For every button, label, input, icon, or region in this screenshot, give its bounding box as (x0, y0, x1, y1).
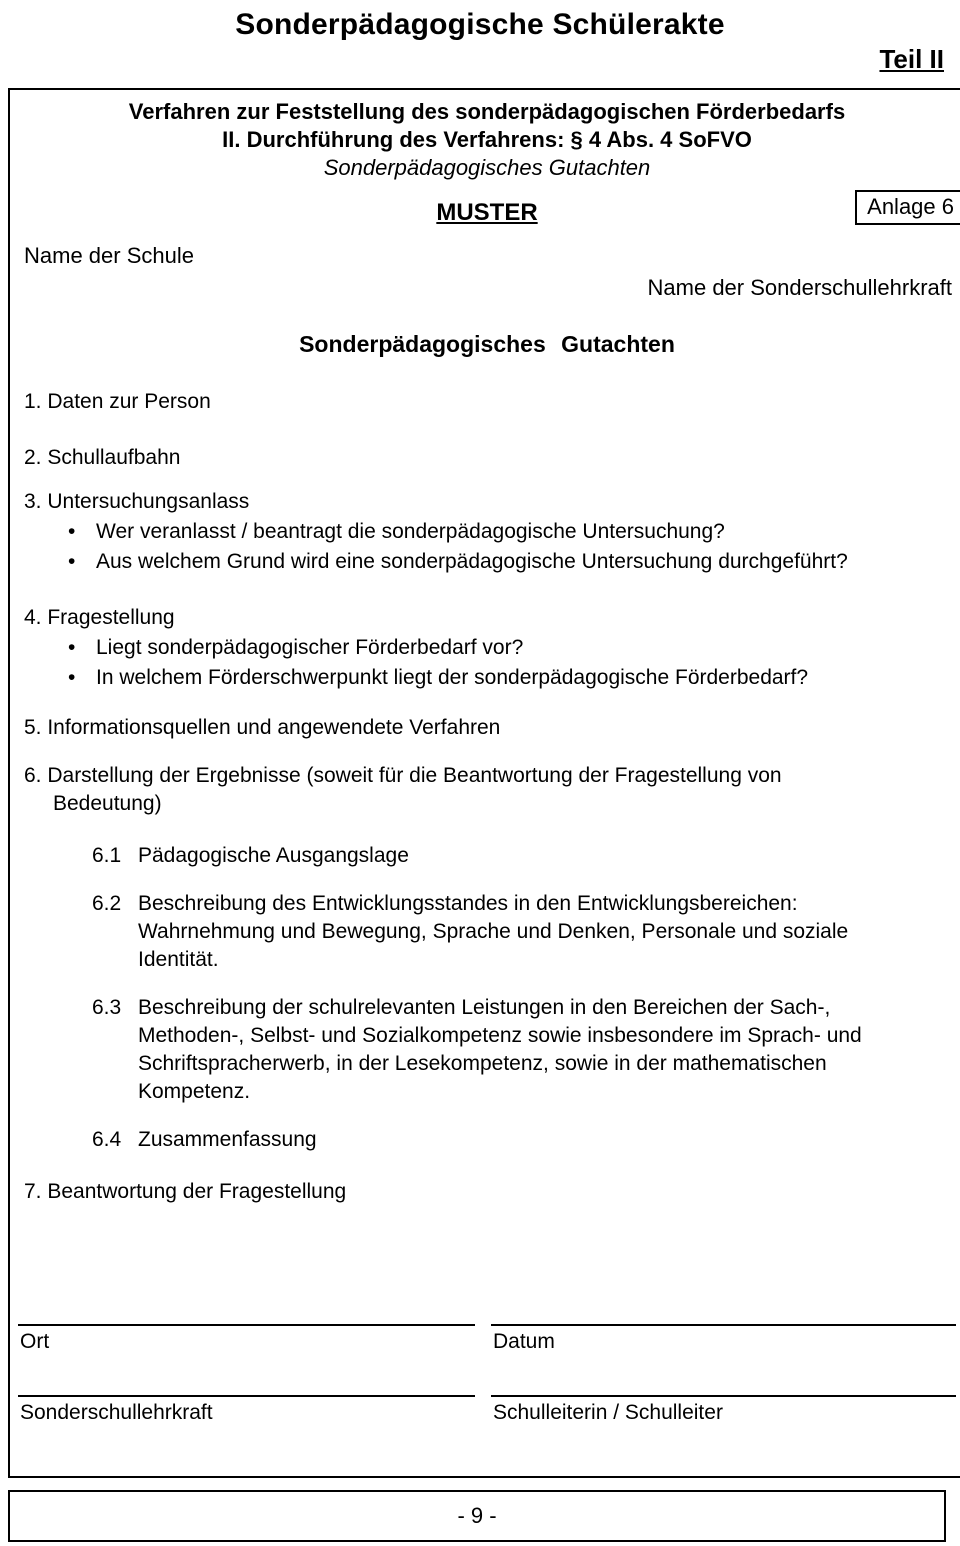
section-fragestellung (24, 604, 946, 692)
signature-label-datum: Datum (493, 1330, 555, 1353)
muster-label (18, 198, 956, 228)
section-title: 1. Daten zur Person (24, 390, 211, 413)
section-daten-zur-person (24, 388, 946, 416)
section-title: 4. Fragestellung (24, 606, 175, 629)
signature-row-location-date (18, 1324, 956, 1354)
bullet-icon (68, 518, 96, 546)
bullet-text: Liegt sonderpädagogischer Förderbedarf vor? (96, 636, 524, 659)
procedure-title-line1: Verfahren zur Feststellung des sonderpädagogischen Förderbedarfs (128, 99, 846, 124)
part-label-text: Teil II (879, 44, 944, 74)
report-title: Sonderpädagogisches Gutachten (299, 331, 675, 357)
signature-label-schulleitung: Schulleiterin / Schulleiter (493, 1401, 723, 1424)
bullet-icon (68, 634, 96, 662)
form-box (8, 88, 960, 1478)
bullet-icon (68, 664, 96, 692)
bullet-item (68, 634, 946, 662)
section-title: 6. Darstellung der Ergebnisse (soweit für die Beantwortung der Fragestellung von Bedeutung) (24, 764, 782, 815)
subsection-entwicklungsstand (92, 890, 946, 974)
procedure-title-line2: II. Durchführung des Verfahrens: § 4 Abs. 4 SoFVO (222, 127, 752, 152)
section-informationsquellen (24, 714, 946, 742)
subsection-number: 6.2 (92, 892, 122, 915)
section-untersuchungsanlass (24, 488, 946, 576)
bullet-icon (68, 548, 96, 576)
bullet-item (68, 548, 946, 576)
subsection-text: Pädagogische Ausgangslage (138, 844, 409, 867)
bullet-text: Aus welchem Grund wird eine sonderpädagogische Untersuchung durchgeführt? (96, 550, 848, 573)
section-beantwortung (24, 1178, 946, 1206)
part-label (0, 44, 960, 75)
teacher-name-label: Name der Sonderschullehrkraft (647, 275, 952, 300)
procedure-title-line3: Sonderpädagogisches Gutachten (323, 155, 651, 180)
signature-field-ort (18, 1324, 475, 1354)
subsection-number: 6.3 (92, 996, 122, 1019)
section-title: 7. Beantwortung der Fragestellung (24, 1180, 347, 1203)
section-darstellung-der-ergebnisse (24, 762, 946, 1154)
muster-label-text: MUSTER (436, 199, 538, 226)
bullet-text: Wer veranlasst / beantragt die sonderpädagogische Untersuchung? (96, 520, 725, 543)
subsection-schulrelevante-leistungen (92, 994, 946, 1106)
bullet-text: In welchem Förderschwerpunkt liegt der sonderpädagogische Förderbedarf? (96, 666, 809, 689)
signature-field-schulleitung (491, 1395, 956, 1425)
signature-label-sonderschullehrkraft: Sonderschullehrkraft (20, 1401, 213, 1424)
school-name-label: Name der Schule (24, 243, 194, 268)
subsection-paedagogische-ausgangslage (92, 842, 946, 870)
subsection-text: Beschreibung des Entwicklungsstandes in den Entwicklungsbereichen: Wahrnehmung und Bewegung, Sprache und Denken, Personale und soziale Identität. (138, 892, 849, 971)
signature-row-signatures (18, 1395, 956, 1425)
section-schullaufbahn (24, 444, 946, 472)
subsection-text: Zusammenfassung (138, 1128, 317, 1151)
subsection-number: 6.4 (92, 1128, 122, 1151)
signature-label-ort: Ort (20, 1330, 50, 1353)
page-number: - 9 - (457, 1503, 497, 1528)
section-title: 2. Schullaufbahn (24, 446, 181, 469)
subsection-zusammenfassung (92, 1126, 946, 1154)
section-list (24, 388, 946, 1206)
annex-badge: Anlage 6 (855, 190, 960, 225)
subsection-number: 6.1 (92, 844, 122, 867)
signature-field-datum (491, 1324, 956, 1354)
section-title: 5. Informationsquellen und angewendete Verfahren (24, 716, 501, 739)
bullet-item (68, 518, 946, 546)
signature-field-sonderschullehrkraft (18, 1395, 475, 1425)
page-title: Sonderpädagogische Schülerakte (235, 8, 725, 41)
section-title: 3. Untersuchungsanlass (24, 490, 250, 513)
page-number-box (8, 1490, 946, 1542)
subsection-text: Beschreibung der schulrelevanten Leistungen in den Bereichen der Sach-, Methoden-, Selbst- und Sozialkompetenz sowie insbesondere im Sprach- und Schriftspracherwerb, in der Lesekompetenz, sowie in der mathematischen Kompetenz. (138, 996, 862, 1103)
bullet-item (68, 664, 946, 692)
